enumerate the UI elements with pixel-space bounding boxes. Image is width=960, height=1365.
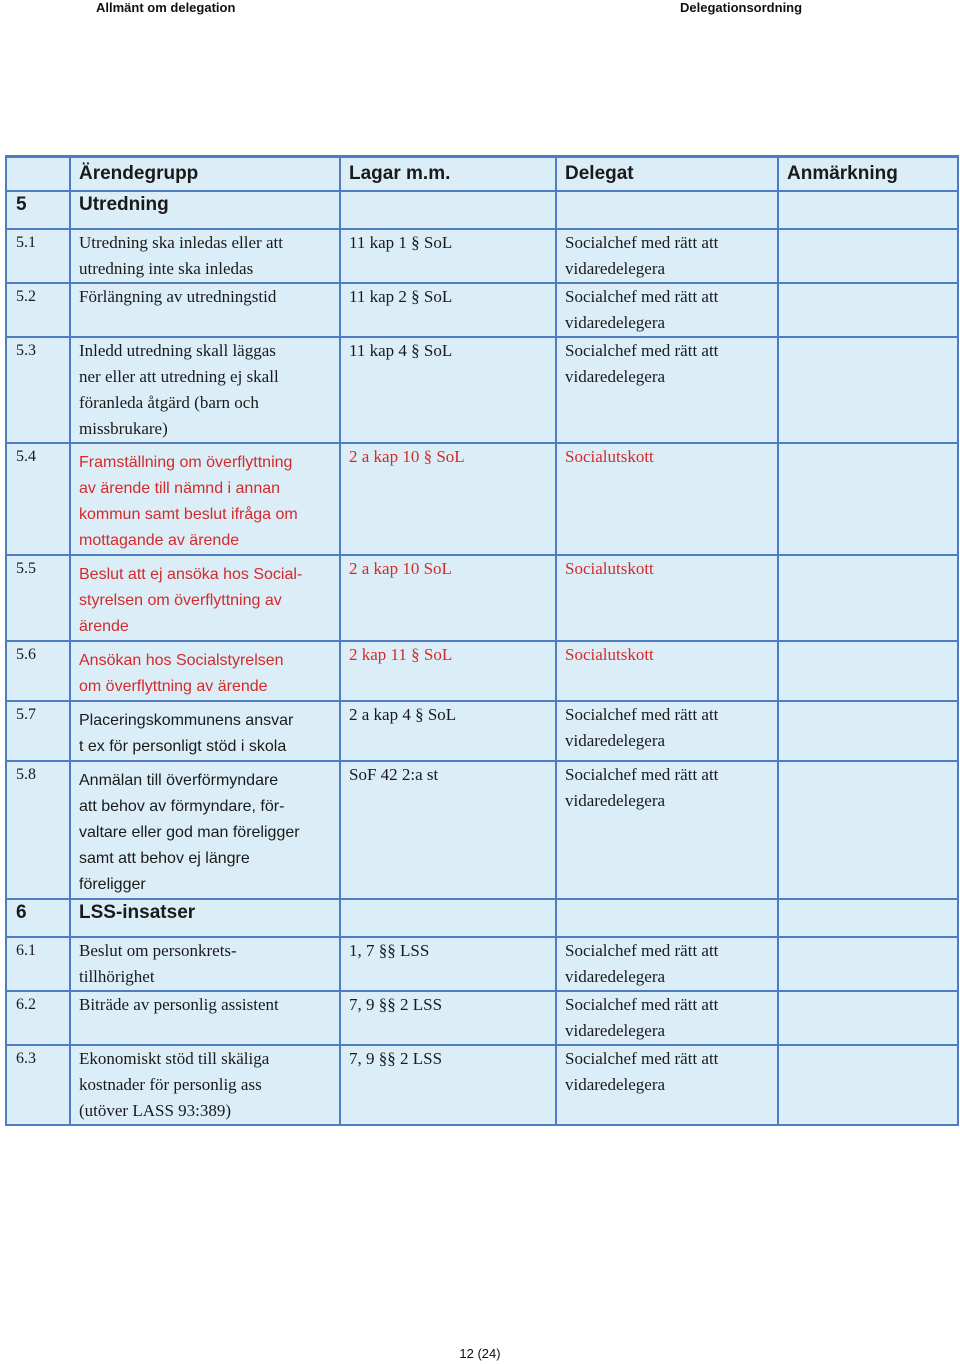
delegation-table bbox=[5, 155, 959, 1126]
row-note bbox=[778, 283, 958, 337]
cell-text-line: kommun samt beslut ifråga om bbox=[79, 506, 298, 523]
cell-text-line: kostnader för personlig ass bbox=[79, 1075, 262, 1094]
row-delegate bbox=[556, 229, 778, 283]
row-description bbox=[70, 337, 340, 443]
row-description bbox=[70, 443, 340, 555]
cell-text-line: att behov av förmyndare, för- bbox=[79, 798, 285, 815]
cell-text-line: Beslut att ej ansöka hos Social- bbox=[79, 566, 303, 583]
cell-text-line: Biträde av personlig assistent bbox=[79, 995, 279, 1014]
cell-text-line: Utredning ska inledas eller att bbox=[79, 233, 283, 252]
cell-text-line: föranleda åtgärd (barn och bbox=[79, 393, 259, 412]
header-anmarkning: Anmärkning bbox=[778, 157, 958, 192]
row-number: 5.2 bbox=[6, 283, 70, 337]
row-delegate bbox=[556, 555, 778, 641]
row-delegate bbox=[556, 283, 778, 337]
row-description bbox=[70, 555, 340, 641]
cell-text-line: utredning inte ska inledas bbox=[79, 259, 254, 278]
cell-text-line: Ansökan hos Socialstyrelsen bbox=[79, 652, 284, 669]
row-delegate bbox=[556, 337, 778, 443]
row-number: 5.4 bbox=[6, 443, 70, 555]
row-delegate bbox=[556, 641, 778, 701]
cell-text-line: mottagande av ärende bbox=[79, 532, 240, 549]
row-description bbox=[70, 937, 340, 991]
row-law: 11 kap 2 § SoL bbox=[340, 283, 556, 337]
description-text bbox=[79, 995, 279, 1014]
table-row bbox=[6, 443, 958, 555]
cell-text-line: samt att behov ej längre bbox=[79, 850, 250, 867]
row-law: 11 kap 4 § SoL bbox=[340, 337, 556, 443]
description-text bbox=[79, 1049, 269, 1120]
row-note bbox=[778, 937, 958, 991]
cell-text-line: Socialchef med rätt att bbox=[565, 705, 719, 724]
page-header-left: Allmänt om delegation bbox=[96, 0, 236, 15]
cell-text-line: vidaredelegera bbox=[565, 313, 666, 332]
header-num-cell bbox=[6, 157, 70, 192]
cell-text-line: Socialchef med rätt att bbox=[565, 287, 719, 306]
row-note bbox=[778, 555, 958, 641]
row-number: 6.3 bbox=[6, 1045, 70, 1125]
cell-text-line: Förlängning av utredningstid bbox=[79, 287, 277, 306]
description-text bbox=[79, 642, 331, 700]
section-title: LSS-insatser bbox=[70, 899, 340, 937]
row-delegate bbox=[556, 1045, 778, 1125]
table-row bbox=[6, 555, 958, 641]
cell-text-line: av ärende till nämnd i annan bbox=[79, 480, 281, 497]
row-description bbox=[70, 229, 340, 283]
row-law: 7, 9 §§ 2 LSS bbox=[340, 991, 556, 1045]
row-description bbox=[70, 761, 340, 899]
table-row bbox=[6, 283, 958, 337]
row-law: SoF 42 2:a st bbox=[340, 761, 556, 899]
cell-text-line: ner eller att utredning ej skall bbox=[79, 367, 279, 386]
section-number: 5 bbox=[6, 191, 70, 229]
cell-text-line: Socialchef med rätt att bbox=[565, 341, 719, 360]
empty-cell bbox=[340, 899, 556, 937]
row-note bbox=[778, 991, 958, 1045]
empty-cell bbox=[340, 191, 556, 229]
row-law: 1, 7 §§ LSS bbox=[340, 937, 556, 991]
row-delegate bbox=[556, 443, 778, 555]
cell-text-line: Socialutskott bbox=[565, 645, 654, 664]
row-description bbox=[70, 1045, 340, 1125]
cell-text-line: (utöver LASS 93:389) bbox=[79, 1101, 232, 1120]
description-text bbox=[79, 762, 331, 898]
cell-text-line: vidaredelegera bbox=[565, 1021, 666, 1040]
row-note bbox=[778, 641, 958, 701]
cell-text-line: Anmälan till överförmyndare bbox=[79, 772, 279, 789]
table-header-row bbox=[6, 157, 958, 192]
cell-text-line: Ekonomiskt stöd till skäliga bbox=[79, 1049, 270, 1068]
cell-text-line: Placeringskommunens ansvar bbox=[79, 712, 294, 729]
cell-text-line: Socialchef med rätt att bbox=[565, 1049, 719, 1068]
cell-text-line: missbrukare) bbox=[79, 419, 168, 438]
cell-text-line: Framställning om överflyttning bbox=[79, 454, 293, 471]
cell-text-line: ärende bbox=[79, 618, 129, 635]
row-note bbox=[778, 761, 958, 899]
page-number: 12 (24) bbox=[459, 1346, 501, 1361]
row-law: 7, 9 §§ 2 LSS bbox=[340, 1045, 556, 1125]
row-law: 2 a kap 10 § SoL bbox=[340, 443, 556, 555]
row-delegate bbox=[556, 761, 778, 899]
cell-text-line: Socialchef med rätt att bbox=[565, 233, 719, 252]
description-text bbox=[79, 941, 237, 986]
row-number: 6.2 bbox=[6, 991, 70, 1045]
row-law: 2 kap 11 § SoL bbox=[340, 641, 556, 701]
table-row bbox=[6, 229, 958, 283]
row-number: 5.3 bbox=[6, 337, 70, 443]
description-text bbox=[79, 556, 331, 640]
row-number: 5.7 bbox=[6, 701, 70, 761]
cell-text-line: valtare eller god man föreligger bbox=[79, 824, 300, 841]
description-text bbox=[79, 341, 279, 438]
cell-text-line: om överflyttning av ärende bbox=[79, 678, 268, 695]
row-description bbox=[70, 641, 340, 701]
cell-text-line: Socialutskott bbox=[565, 559, 654, 578]
row-delegate bbox=[556, 701, 778, 761]
section-row bbox=[6, 191, 958, 229]
empty-cell bbox=[556, 191, 778, 229]
table-row bbox=[6, 337, 958, 443]
empty-cell bbox=[556, 899, 778, 937]
row-law: 11 kap 1 § SoL bbox=[340, 229, 556, 283]
row-note bbox=[778, 337, 958, 443]
cell-text-line: vidaredelegera bbox=[565, 731, 666, 750]
table-row bbox=[6, 701, 958, 761]
row-delegate bbox=[556, 937, 778, 991]
header-lagar: Lagar m.m. bbox=[340, 157, 556, 192]
cell-text-line: Beslut om personkrets- bbox=[79, 941, 237, 960]
cell-text-line: tillhörighet bbox=[79, 967, 155, 986]
row-note bbox=[778, 701, 958, 761]
table-row bbox=[6, 991, 958, 1045]
row-description bbox=[70, 991, 340, 1045]
header-delegat: Delegat bbox=[556, 157, 778, 192]
cell-text-line: vidaredelegera bbox=[565, 259, 666, 278]
cell-text-line: föreligger bbox=[79, 876, 146, 893]
section-title: Utredning bbox=[70, 191, 340, 229]
cell-text-line: Socialchef med rätt att bbox=[565, 765, 719, 784]
empty-cell bbox=[778, 899, 958, 937]
description-text bbox=[79, 702, 331, 760]
description-text bbox=[79, 233, 283, 278]
cell-text-line: t ex för personligt stöd i skola bbox=[79, 738, 287, 755]
header-arendegrupp: Ärendegrupp bbox=[70, 157, 340, 192]
table-row bbox=[6, 761, 958, 899]
description-text bbox=[79, 444, 331, 554]
row-number: 6.1 bbox=[6, 937, 70, 991]
row-law: 2 a kap 4 § SoL bbox=[340, 701, 556, 761]
cell-text-line: Inledd utredning skall läggas bbox=[79, 341, 276, 360]
empty-cell bbox=[778, 191, 958, 229]
cell-text-line: vidaredelegera bbox=[565, 367, 666, 386]
cell-text-line: vidaredelegera bbox=[565, 967, 666, 986]
cell-text-line: Socialchef med rätt att bbox=[565, 995, 719, 1014]
section-number: 6 bbox=[6, 899, 70, 937]
row-law: 2 a kap 10 SoL bbox=[340, 555, 556, 641]
row-note bbox=[778, 443, 958, 555]
cell-text-line: Socialchef med rätt att bbox=[565, 941, 719, 960]
table-row bbox=[6, 937, 958, 991]
cell-text-line: Socialutskott bbox=[565, 447, 654, 466]
row-number: 5.6 bbox=[6, 641, 70, 701]
table-row bbox=[6, 1045, 958, 1125]
table-row bbox=[6, 641, 958, 701]
section-row bbox=[6, 899, 958, 937]
cell-text-line: styrelsen om överflyttning av bbox=[79, 592, 282, 609]
row-note bbox=[778, 1045, 958, 1125]
row-number: 5.1 bbox=[6, 229, 70, 283]
cell-text-line: vidaredelegera bbox=[565, 1075, 666, 1094]
row-description bbox=[70, 283, 340, 337]
row-description bbox=[70, 701, 340, 761]
cell-text-line: vidaredelegera bbox=[565, 791, 666, 810]
description-text bbox=[79, 287, 276, 306]
row-delegate bbox=[556, 991, 778, 1045]
row-number: 5.8 bbox=[6, 761, 70, 899]
row-number: 5.5 bbox=[6, 555, 70, 641]
page-header-right: Delegationsordning bbox=[680, 0, 803, 15]
row-note bbox=[778, 229, 958, 283]
